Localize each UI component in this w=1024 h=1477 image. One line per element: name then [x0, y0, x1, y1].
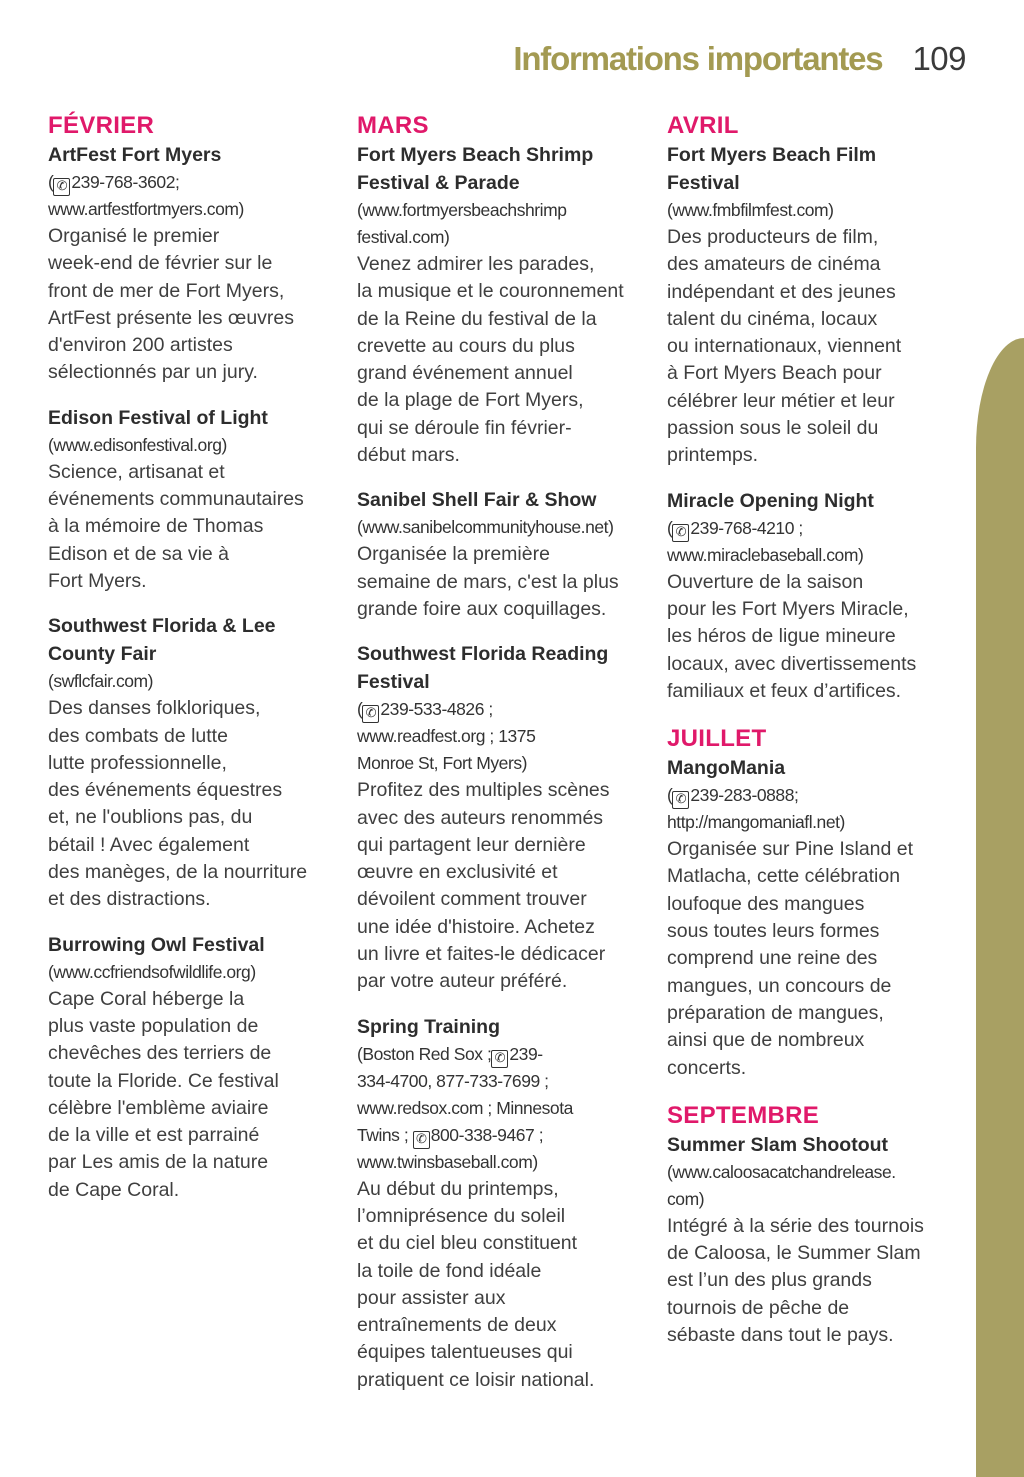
description-line: des combats de lutte [48, 724, 228, 747]
event-entry [667, 141, 952, 470]
description-line: Science, artisanat et [48, 460, 225, 483]
contact-line: (Boston Red Sox ; ✆ 239- [357, 1043, 543, 1066]
description-line: de la Reine du festival de la [357, 307, 597, 330]
event-contact [48, 668, 340, 695]
description-line: les héros de ligue mineure [667, 625, 896, 648]
description-line: Des danses folkloriques, [48, 697, 261, 720]
month-heading: SEPTEMBRE [667, 1101, 820, 1129]
event-entry [667, 754, 952, 1082]
event-description [667, 224, 952, 470]
phone-icon: ✆ [491, 1050, 508, 1068]
event-title: Spring Training [357, 1015, 501, 1038]
event-contact [357, 1041, 649, 1176]
event-title: Southwest Florida & Lee County Fair [48, 615, 276, 666]
event-description [357, 1176, 649, 1394]
description-line: ou internationaux, viennent [667, 335, 902, 358]
description-line: Venez admirer les parades, [357, 253, 595, 275]
description-line: sébaste dans tout le pays. [667, 1324, 894, 1347]
contact-line: (www.ccfriendsofwildlife.org) [48, 961, 256, 982]
page-header [513, 40, 966, 80]
description-line: passion sous le soleil du [667, 417, 879, 440]
description-line: lutte professionnelle, [48, 751, 227, 774]
phone-icon: ✆ [53, 178, 70, 196]
description-line: et du ciel bleu constituent [357, 1232, 578, 1255]
event-title: Summer Slam Shootout [667, 1133, 889, 1156]
description-line: des manèges, de la nourriture [48, 861, 308, 884]
description-line: grand événement annuel [357, 362, 573, 385]
page-title: Informations importantes [513, 40, 883, 77]
description-line: concerts. [667, 1056, 747, 1079]
description-line: et, ne l'oublions pas, du [48, 806, 253, 829]
description-line: préparation de mangues, [667, 1001, 884, 1024]
contact-line: www.artfestfortmyers.com) [48, 199, 244, 219]
event-entry [48, 141, 340, 387]
description-line: pratiquent ce loisir national. [357, 1368, 595, 1391]
event-title: Fort Myers Beach Film Festival [667, 144, 877, 194]
section-tab [976, 338, 1024, 1477]
contact-line: Twins ; ✆ 800-338-9467 ; [357, 1124, 544, 1147]
event-entry [357, 486, 649, 623]
contact-line: (www.sanibelcommunityhouse.net) [357, 517, 614, 538]
description-line: indépendant et des jeunes [667, 280, 896, 303]
description-line: Matlacha, cette célébration [667, 865, 901, 888]
event-contact [667, 782, 952, 836]
event-entry [667, 1131, 952, 1349]
contact-line: festival.com) [357, 227, 450, 247]
phone-icon: ✆ [672, 524, 689, 542]
event-entry [357, 1013, 649, 1394]
contact-line: www.readfest.org ; 1375 [357, 726, 536, 747]
description-line: crevette au cours du plus [357, 334, 575, 357]
contact-line: (www.fortmyersbeachshrimp [357, 200, 567, 220]
description-line: à la mémoire de Thomas [48, 515, 264, 538]
description-line: entraînements de deux [357, 1314, 557, 1337]
event-title: Edison Festival of Light [48, 406, 268, 429]
event-description [48, 986, 340, 1204]
event-description [48, 223, 340, 387]
event-title: Miracle Opening Night [667, 489, 874, 512]
description-line: début mars. [357, 444, 460, 467]
description-line: des amateurs de cinéma [667, 253, 881, 276]
contact-line: Monroe St, Fort Myers) [357, 753, 527, 774]
description-line: une idée d'histoire. Achetez [357, 915, 595, 938]
column-2 [357, 112, 649, 1411]
description-line: sous toutes leurs formes [667, 920, 880, 943]
description-line: l’omniprésence du soleil [357, 1204, 566, 1227]
description-line: Intégré à la série des tournois [667, 1214, 924, 1237]
contact-line: (www.edisonfestival.org) [48, 434, 227, 455]
description-line: des événements équestres [48, 779, 283, 802]
event-contact [48, 959, 340, 986]
event-description [48, 459, 340, 595]
description-line: talent du cinéma, locaux [667, 307, 878, 330]
description-line: comprend une reine des [667, 947, 878, 970]
event-title: Sanibel Shell Fair & Show [357, 489, 597, 512]
event-contact [667, 197, 952, 224]
event-contact [667, 515, 952, 569]
phone-icon: ✆ [672, 791, 689, 809]
description-line: de Cape Coral. [48, 1178, 180, 1201]
event-title: Fort Myers Beach Shrimp Festival & Parade [357, 144, 594, 194]
description-line: Au début du printemps, [357, 1177, 559, 1200]
contact-line: www.redsox.com ; Minnesota [357, 1097, 573, 1118]
description-line: est l’un des plus grands [667, 1269, 872, 1292]
event-title: MangoMania [667, 757, 786, 780]
description-line: familiaux et feux d’artifices. [667, 679, 902, 702]
description-line: pour les Fort Myers Miracle, [667, 597, 909, 620]
description-line: par Les amis de la nature [48, 1151, 269, 1174]
contact-line: (www.fmbfilmfest.com) [667, 200, 834, 220]
contact-line: ( ✆ 239-533-4826 ; [357, 699, 493, 722]
contact-line: ( ✆ 239-283-0888; [667, 785, 799, 808]
event-entry [357, 640, 649, 995]
event-description [667, 569, 952, 705]
description-line: Ouverture de la saison [667, 570, 864, 593]
description-line: Edison et de sa vie à [48, 542, 230, 565]
contact-line: http://mangomaniafl.net) [667, 812, 845, 833]
event-description [667, 836, 952, 1082]
contact-line: com) [667, 1188, 705, 1209]
description-line: dévoilent comment trouver [357, 888, 587, 911]
description-line: toute la Floride. Ce festival [48, 1069, 279, 1092]
description-line: grande foire aux coquillages. [357, 597, 607, 620]
contact-line: (www.caloosacatchandrelease. [667, 1161, 896, 1182]
description-line: ainsi que de nombreux [667, 1029, 865, 1052]
description-line: la toile de fond idéale [357, 1259, 542, 1282]
description-line: d'environ 200 artistes [48, 334, 233, 357]
page-number: 109 [912, 40, 966, 77]
event-contact [357, 514, 649, 541]
event-description [48, 695, 340, 913]
event-entry [48, 612, 340, 913]
description-line: œuvre en exclusivité et [357, 861, 558, 884]
month-heading: MARS [357, 112, 429, 139]
description-line: qui partagent leur dernière [357, 833, 586, 856]
event-description [667, 1213, 952, 1349]
month-heading: JUILLET [667, 725, 767, 753]
description-line: loufoque des mangues [667, 892, 865, 915]
description-line: ArtFest présente les œuvres [48, 306, 294, 329]
description-line: plus vaste population de [48, 1014, 259, 1037]
description-line: Cape Coral héberge la [48, 987, 245, 1010]
month-heading: FÉVRIER [48, 112, 155, 139]
description-line: célèbre l'emblème aviaire [48, 1096, 269, 1119]
event-contact [667, 1159, 952, 1213]
phone-icon: ✆ [362, 705, 379, 723]
contact-line: 334-4700, 877-733-7699 ; [357, 1070, 549, 1091]
description-line: de la plage de Fort Myers, [357, 389, 584, 412]
description-line: bétail ! Avec également [48, 833, 250, 856]
event-title: ArtFest Fort Myers [48, 144, 222, 166]
event-entry [357, 141, 649, 469]
event-entry [48, 404, 340, 595]
description-line: avec des auteurs renommés [357, 806, 604, 829]
event-title: Southwest Florida Reading Festival [357, 643, 609, 694]
event-entry [48, 931, 340, 1204]
column-3 [667, 112, 952, 1366]
description-line: la musique et le couronnement [357, 280, 624, 303]
description-line: week-end de février sur le [48, 252, 273, 275]
event-description [357, 777, 649, 995]
description-line: tournois de pêche de [667, 1296, 850, 1319]
event-contact [48, 169, 340, 223]
description-line: front de mer de Fort Myers, [48, 279, 285, 302]
description-line: et des distractions. [48, 888, 211, 911]
description-line: équipes talentueuses qui [357, 1341, 573, 1364]
description-line: locaux, avec divertissements [667, 652, 917, 675]
description-line: qui se déroule fin février- [357, 416, 572, 439]
description-line: de Caloosa, le Summer Slam [667, 1242, 921, 1265]
event-contact [357, 696, 649, 777]
description-line: Fort Myers. [48, 569, 147, 592]
description-line: semaine de mars, c'est la plus [357, 570, 619, 593]
description-line: printemps. [667, 444, 759, 467]
description-line: de la ville et est parrainé [48, 1124, 260, 1147]
phone-icon: ✆ [413, 1131, 430, 1149]
description-line: chevêches des terriers de [48, 1042, 272, 1065]
description-line: un livre et faites-le dédicacer [357, 943, 606, 966]
description-line: sélectionnés par un jury. [48, 361, 258, 384]
event-entry [667, 487, 952, 705]
description-line: Des producteurs de film, [667, 226, 879, 248]
event-description [357, 251, 649, 469]
event-contact [48, 432, 340, 459]
description-line: Organisé le premier [48, 225, 220, 247]
description-line: mangues, un concours de [667, 974, 892, 997]
contact-line: www.twinsbaseball.com) [357, 1151, 538, 1172]
description-line: Profitez des multiples scènes [357, 779, 610, 802]
description-line: Organisée sur Pine Island et [667, 838, 914, 861]
contact-line: www.miraclebaseball.com) [667, 544, 864, 565]
description-line: célébrer leur métier et leur [667, 389, 895, 412]
column-1 [48, 112, 340, 1221]
event-description [357, 541, 649, 623]
contact-line: (swflcfair.com) [48, 671, 154, 692]
description-line: par votre auteur préféré. [357, 970, 568, 993]
description-line: pour assister aux [357, 1286, 506, 1309]
description-line: Organisée la première [357, 543, 550, 566]
month-heading: AVRIL [667, 112, 739, 139]
contact-line: ( ✆ 239-768-4210 ; [667, 517, 803, 540]
contact-line: ( ✆ 239-768-3602; [48, 172, 180, 194]
description-line: à Fort Myers Beach pour [667, 362, 882, 385]
description-line: événements communautaires [48, 488, 304, 511]
event-contact [357, 197, 649, 251]
event-title: Burrowing Owl Festival [48, 933, 265, 956]
